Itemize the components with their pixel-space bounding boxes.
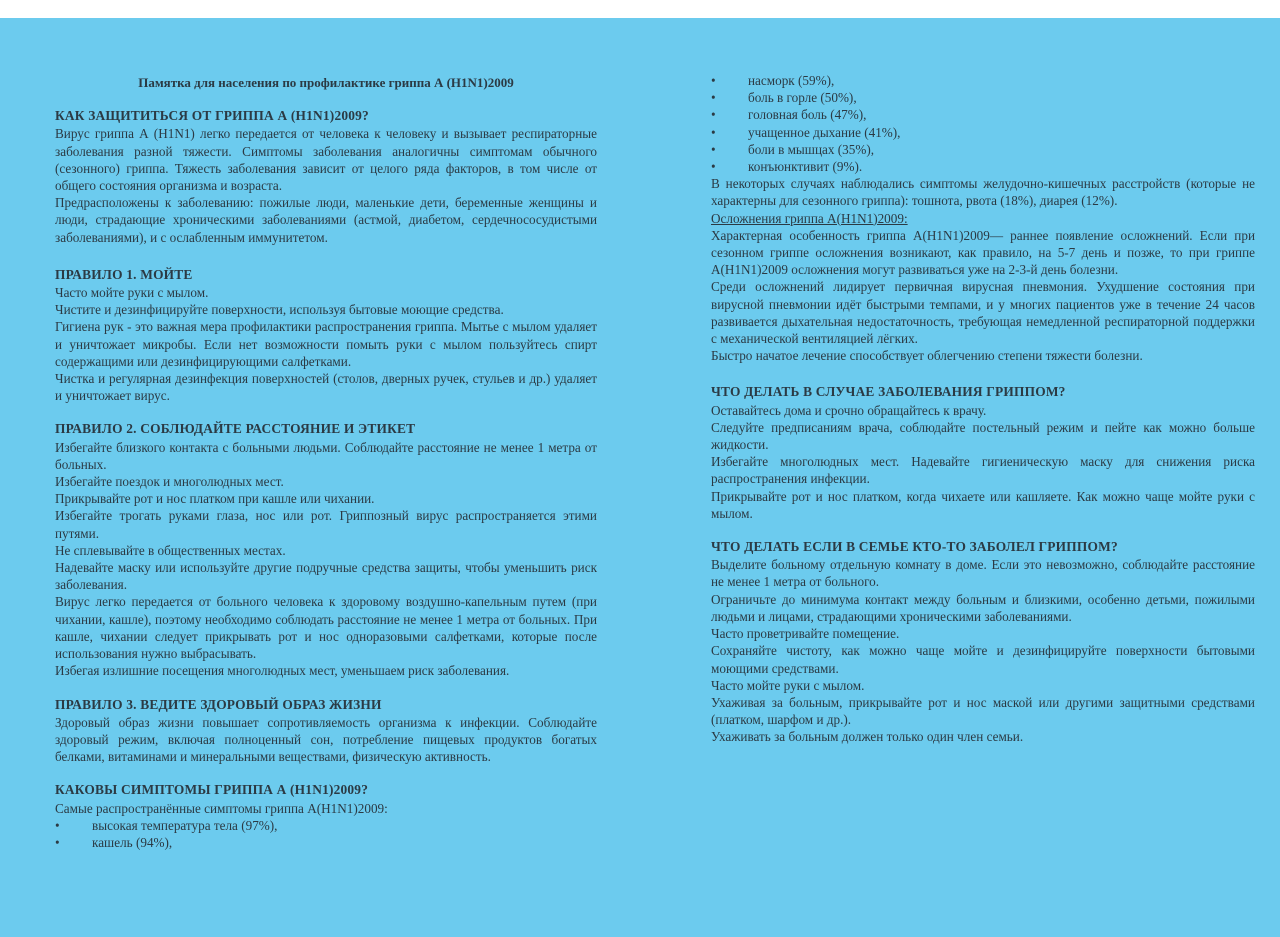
bullet-icon: • xyxy=(711,90,716,106)
bullet-icon: • xyxy=(711,107,716,123)
heading-if-ill: ЧТО ДЕЛАТЬ В СЛУЧАЕ ЗАБОЛЕВАНИЯ ГРИППОМ? xyxy=(711,384,1066,400)
bullet-icon: • xyxy=(55,834,60,850)
paragraph: Избегая излишние посещения многолюдных мест, уменьшаем риск заболевания. xyxy=(55,663,510,679)
list-item-text: головная боль (47%), xyxy=(748,107,867,123)
heading-protect: КАК ЗАЩИТИТЬСЯ ОТ ГРИППА А (Н1N1)2009? xyxy=(55,108,369,124)
document-title: Памятка для населения по профилактике гриппа А (Н1N1)2009 xyxy=(138,75,514,90)
right-column xyxy=(711,72,1255,746)
left-column xyxy=(55,74,597,851)
paragraph: Часто мойте руки с мылом. xyxy=(55,285,209,301)
heading-rule-3: ПРАВИЛО 3. ВЕДИТЕ ЗДОРОВЫЙ ОБРАЗ ЖИЗНИ xyxy=(55,696,382,712)
list-item-text: учащенное дыхание (41%), xyxy=(748,124,901,140)
paragraph: Избегайте многолюдных мест. Надевайте гигиеническую маску для снижения риска распространения инфекции. xyxy=(711,454,1255,487)
paragraph: Чистите и дезинфицируйте поверхности, используя бытовые моющие средства. xyxy=(55,302,504,318)
paragraph: Часто проветривайте помещение. xyxy=(711,626,900,642)
paragraph: Ограничьте до минимума контакт между больным и близкими, особенно детьми, пожилыми людьми и лицами, страдающими хроническими заболеваниями. xyxy=(711,591,1255,624)
paragraph: Прикрывайте рот и нос платком при кашле или чихании. xyxy=(55,491,375,507)
paragraph: Предрасположены к заболеванию: пожилые люди, маленькие дети, беременные женщины и люди, страдающие хроническими заболеваниями (астмой, диабетом, сердечнососудистыми заболеваниями), и с ослабленным иммунитетом. xyxy=(55,195,597,245)
list-item-text: насморк (59%), xyxy=(748,73,835,88)
paragraph: Быстро начатое лечение способствует облегчению степени тяжести болезни. xyxy=(711,348,1143,364)
bullet-icon: • xyxy=(711,124,716,140)
list-item xyxy=(711,106,1255,123)
list-item xyxy=(711,89,1255,106)
list-item xyxy=(711,141,1255,158)
paragraph: Не сплевывайте в общественных местах. xyxy=(55,542,286,558)
list-item xyxy=(711,124,1255,141)
paragraph: Следуйте предписаниям врача, соблюдайте постельный режим и пейте как можно больше жидкости. xyxy=(711,419,1255,453)
bullet-icon: • xyxy=(711,141,716,157)
paragraph: Часто мойте руки с мылом. xyxy=(711,677,865,693)
paragraph: Ухаживая за больным, прикрывайте рот и нос маской или другими защитными средствами (платком, шарфом и др.). xyxy=(711,694,1255,728)
paragraph: Надевайте маску или используйте другие подручные средства защиты, чтобы уменьшить риск заболевания. xyxy=(55,560,597,593)
paragraph: Здоровый образ жизни повышает сопротивляемость организма к инфекции. Соблюдайте здоровый режим, включая полноценный сон, потребление пищевых продуктов богатых белками, витаминами и минеральными веществами, физическую активность. xyxy=(55,714,597,765)
heading-family: ЧТО ДЕЛАТЬ ЕСЛИ В СЕМЬЕ КТО-ТО ЗАБОЛЕЛ ГРИППОМ? xyxy=(711,539,1118,555)
paragraph: Вирус гриппа А (Н1N1) легко передается от человека к человеку и вызывает респираторные заболевания разной тяжести. Симптомы заболевания аналогичны симптомам обычного (сезонного) гриппа. Тяжесть заболевания зависит от целого ряда факторов, в том числе от общего состояния организма и возраста. xyxy=(55,126,597,194)
list-item xyxy=(711,158,1255,175)
bullet-icon: • xyxy=(711,159,716,175)
list-item-text: конъюнктивит (9%). xyxy=(748,159,863,175)
bullet-icon: • xyxy=(711,73,716,88)
list-item-text: боли в мышцах (35%), xyxy=(748,141,875,157)
paragraph: Выделите больному отдельную комнату в доме. Если это невозможно, соблюдайте расстояние не менее 1 метра от больного. xyxy=(711,557,1255,590)
heading-rule-1: ПРАВИЛО 1. МОЙТЕ xyxy=(55,266,193,282)
list-item-text: боль в горле (50%), xyxy=(748,90,857,106)
paragraph: Самые распространённые симптомы гриппа А(Н1N1)2009: xyxy=(55,800,388,816)
paragraph: В некоторых случаях наблюдались симптомы желудочно-кишечных расстройств (которые не характерны для сезонного гриппа): тошнота, рвота (18%), диарея (12%). xyxy=(711,176,1255,209)
list-item xyxy=(55,834,597,851)
paragraph: Избегайте трогать руками глаза, нос или рот. Гриппозный вирус распространяется этими путями. xyxy=(55,508,597,541)
heading-symptoms: КАКОВЫ СИМПТОМЫ ГРИППА А (Н1N1)2009? xyxy=(55,782,369,798)
list-item-text: кашель (94%), xyxy=(92,834,173,850)
paragraph: Сохраняйте чистоту, как можно чаще мойте и дезинфицируйте поверхности бытовыми моющими средствами. xyxy=(711,643,1255,676)
list-item xyxy=(55,817,597,834)
paragraph: Среди осложнений лидирует первичная вирусная пневмония. Ухудшение состояния при вирусной пневмонии идёт быстрыми темпами, и у многих пациентов уже в течение 24 часов развивается дыхательная недостаточность, требующая немедленной респираторной поддержки с механической вентиляцией лёгких. xyxy=(711,279,1255,347)
bullet-icon: • xyxy=(55,817,60,833)
paragraph: Оставайтесь дома и срочно обращайтесь к врачу. xyxy=(711,402,987,418)
paragraph: Ухаживать за больным должен только один член семьи. xyxy=(711,729,1024,745)
paragraph: Избегайте близкого контакта с больными людьми. Соблюдайте расстояние не менее 1 метра от больных. xyxy=(55,439,597,472)
list-item xyxy=(711,72,1255,89)
heading-rule-2: ПРАВИЛО 2. СОБЛЮДАЙТЕ РАССТОЯНИЕ И ЭТИКЕТ xyxy=(55,421,416,437)
paragraph: Вирус легко передается от больного человека к здоровому воздушно-капельным путем (при чихании, кашле), поэтому необходимо соблюдать расстояние не менее 1 метра от больных. При кашле, чихании следует прикрывать рот и нос одноразовыми салфетками, которые после использования нужно выбрасывать. xyxy=(55,594,597,662)
leaflet-sheet xyxy=(0,18,1280,937)
symptom-list-right xyxy=(711,72,1255,175)
paragraph: Чистка и регулярная дезинфекция поверхностей (столов, дверных ручек, стульев и др.) удаляет и уничтожает вирус. xyxy=(55,371,597,404)
paragraph: Избегайте поездок и многолюдных мест. xyxy=(55,474,284,490)
heading-complications: Осложнения гриппа А(Н1N1)2009: xyxy=(711,210,908,226)
paragraph: Прикрывайте рот и нос платком, когда чихаете или кашляете. Как можно чаще мойте руки с мылом. xyxy=(711,488,1255,521)
list-item-text: высокая температура тела (97%), xyxy=(92,817,278,833)
symptom-list-left xyxy=(55,817,597,851)
paragraph: Характерная особенность гриппа А(Н1N1)2009— раннее появление осложнений. Если при сезонном гриппе осложнения возникают, как правило, на 5-7 день и позже, то при гриппе А(Н1N1)2009 осложнения могут развиваться уже на 2-3-й день болезни. xyxy=(711,227,1255,278)
paragraph: Гигиена рук - это важная мера профилактики распространения гриппа. Мытье с мылом удаляет и уничтожает микробы. Если нет возможности помыть руки с мылом пользуйтесь спирт содержащими или дезинфицирующими салфетками. xyxy=(55,319,597,369)
